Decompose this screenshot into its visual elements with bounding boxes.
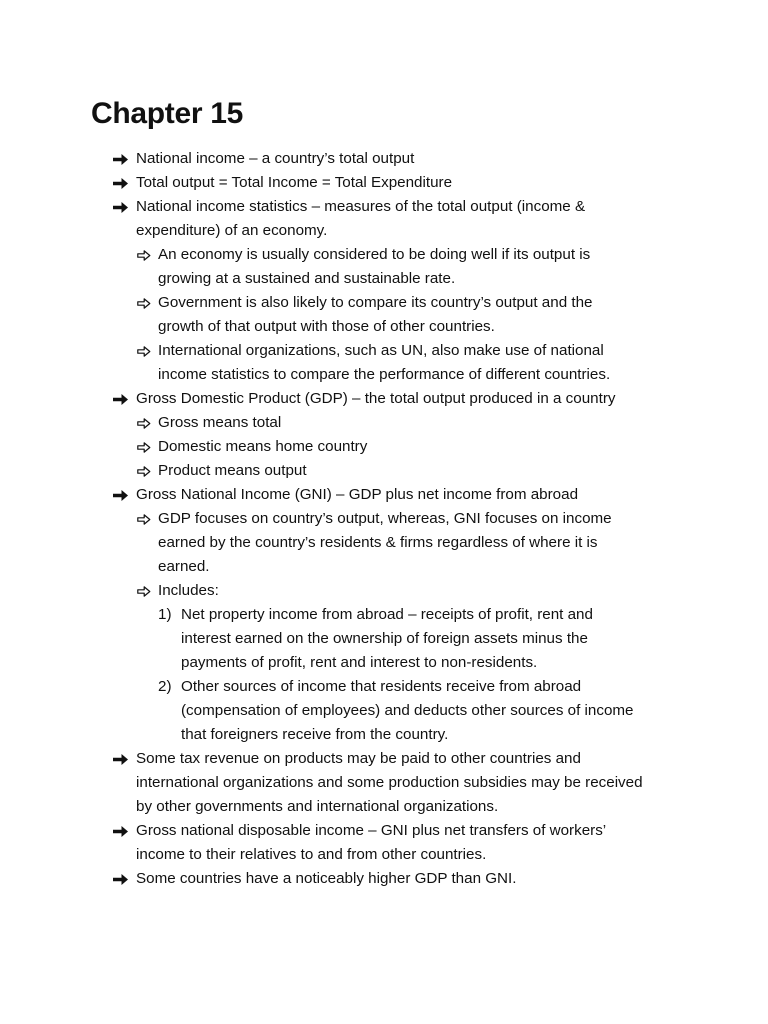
note-text: expenditure) of an economy. — [136, 222, 328, 239]
note-text: international organizations and some production subsidies may be received — [136, 774, 643, 791]
open-arrow-bullet-icon — [137, 339, 151, 357]
open-arrow-bullet-icon — [137, 435, 151, 453]
note-line — [0, 819, 768, 843]
open-arrow-bullet-icon — [137, 291, 151, 309]
note-text: International organizations, such as UN, also make use of national — [158, 342, 604, 359]
note-line — [0, 531, 768, 555]
note-line — [0, 243, 768, 267]
note-line — [0, 195, 768, 219]
note-text: income statistics to compare the performance of different countries. — [158, 366, 611, 383]
note-text: growth of that output with those of other countries. — [158, 318, 495, 335]
arrow-bullet-icon — [113, 147, 129, 166]
arrow-bullet-icon — [113, 387, 129, 406]
note-line — [0, 363, 768, 387]
open-arrow-bullet-icon — [137, 243, 151, 261]
arrow-bullet-icon — [113, 819, 129, 838]
note-text: interest earned on the ownership of foreign assets minus the — [181, 630, 588, 647]
note-line — [0, 315, 768, 339]
note-text: Gross National Income (GNI) – GDP plus net income from abroad — [136, 486, 579, 503]
note-line — [0, 699, 768, 723]
list-number: 2) — [158, 678, 172, 695]
note-text: Domestic means home country — [158, 438, 368, 455]
note-text: Total output = Total Income = Total Expenditure — [136, 174, 453, 191]
note-line — [0, 555, 768, 579]
note-text: earned. — [158, 558, 210, 575]
note-line — [0, 387, 768, 411]
list-number: 1) — [158, 606, 172, 623]
note-text: by other governments and international organizations. — [136, 798, 499, 815]
open-arrow-bullet-icon — [137, 507, 151, 525]
note-text: Gross national disposable income – GNI plus net transfers of workers’ — [136, 822, 607, 839]
note-line — [0, 579, 768, 603]
note-text: GDP focuses on country’s output, whereas, GNI focuses on income — [158, 510, 612, 527]
note-text: National income statistics – measures of the total output (income & — [136, 198, 586, 215]
note-text: Gross means total — [158, 414, 282, 431]
note-line — [0, 795, 768, 819]
note-text: (compensation of employees) and deducts other sources of income — [181, 702, 634, 719]
arrow-bullet-icon — [113, 483, 129, 502]
open-arrow-bullet-icon — [137, 411, 151, 429]
notes-body — [0, 147, 768, 891]
note-line — [0, 339, 768, 363]
note-line — [0, 747, 768, 771]
note-line — [0, 459, 768, 483]
note-text: Net property income from abroad – receipts of profit, rent and — [181, 606, 593, 623]
note-text: Government is also likely to compare its country’s output and the — [158, 294, 593, 311]
note-text: income to their relatives to and from other countries. — [136, 846, 487, 863]
note-line — [0, 171, 768, 195]
note-text: payments of profit, rent and interest to non-residents. — [181, 654, 538, 671]
arrow-bullet-icon — [113, 867, 129, 886]
note-text: earned by the country’s residents & firms regardless of where it is — [158, 534, 598, 551]
note-line — [0, 771, 768, 795]
note-text: Other sources of income that residents receive from abroad — [181, 678, 582, 695]
note-text: that foreigners receive from the country. — [181, 726, 449, 743]
note-text: Gross Domestic Product (GDP) – the total output produced in a country — [136, 390, 616, 407]
note-line — [0, 867, 768, 891]
note-line — [0, 843, 768, 867]
note-text: Some tax revenue on products may be paid to other countries and — [136, 750, 581, 767]
note-line — [0, 147, 768, 171]
note-line — [0, 267, 768, 291]
arrow-bullet-icon — [113, 195, 129, 214]
note-line — [0, 483, 768, 507]
note-text: Includes: — [158, 582, 219, 599]
note-text: National income – a country’s total output — [136, 150, 415, 167]
note-text: Product means output — [158, 462, 307, 479]
note-line — [0, 435, 768, 459]
note-text: growing at a sustained and sustainable rate. — [158, 270, 456, 287]
note-text: Some countries have a noticeably higher GDP than GNI. — [136, 870, 517, 887]
note-line — [0, 219, 768, 243]
open-arrow-bullet-icon — [137, 579, 151, 597]
note-line — [0, 603, 768, 627]
open-arrow-bullet-icon — [137, 459, 151, 477]
note-line — [0, 627, 768, 651]
page-title: Chapter 15 — [91, 97, 244, 130]
note-line — [0, 723, 768, 747]
note-line — [0, 507, 768, 531]
arrow-bullet-icon — [113, 747, 129, 766]
note-line — [0, 675, 768, 699]
arrow-bullet-icon — [113, 171, 129, 190]
note-line — [0, 651, 768, 675]
note-line — [0, 411, 768, 435]
note-line — [0, 291, 768, 315]
note-text: An economy is usually considered to be doing well if its output is — [158, 246, 591, 263]
